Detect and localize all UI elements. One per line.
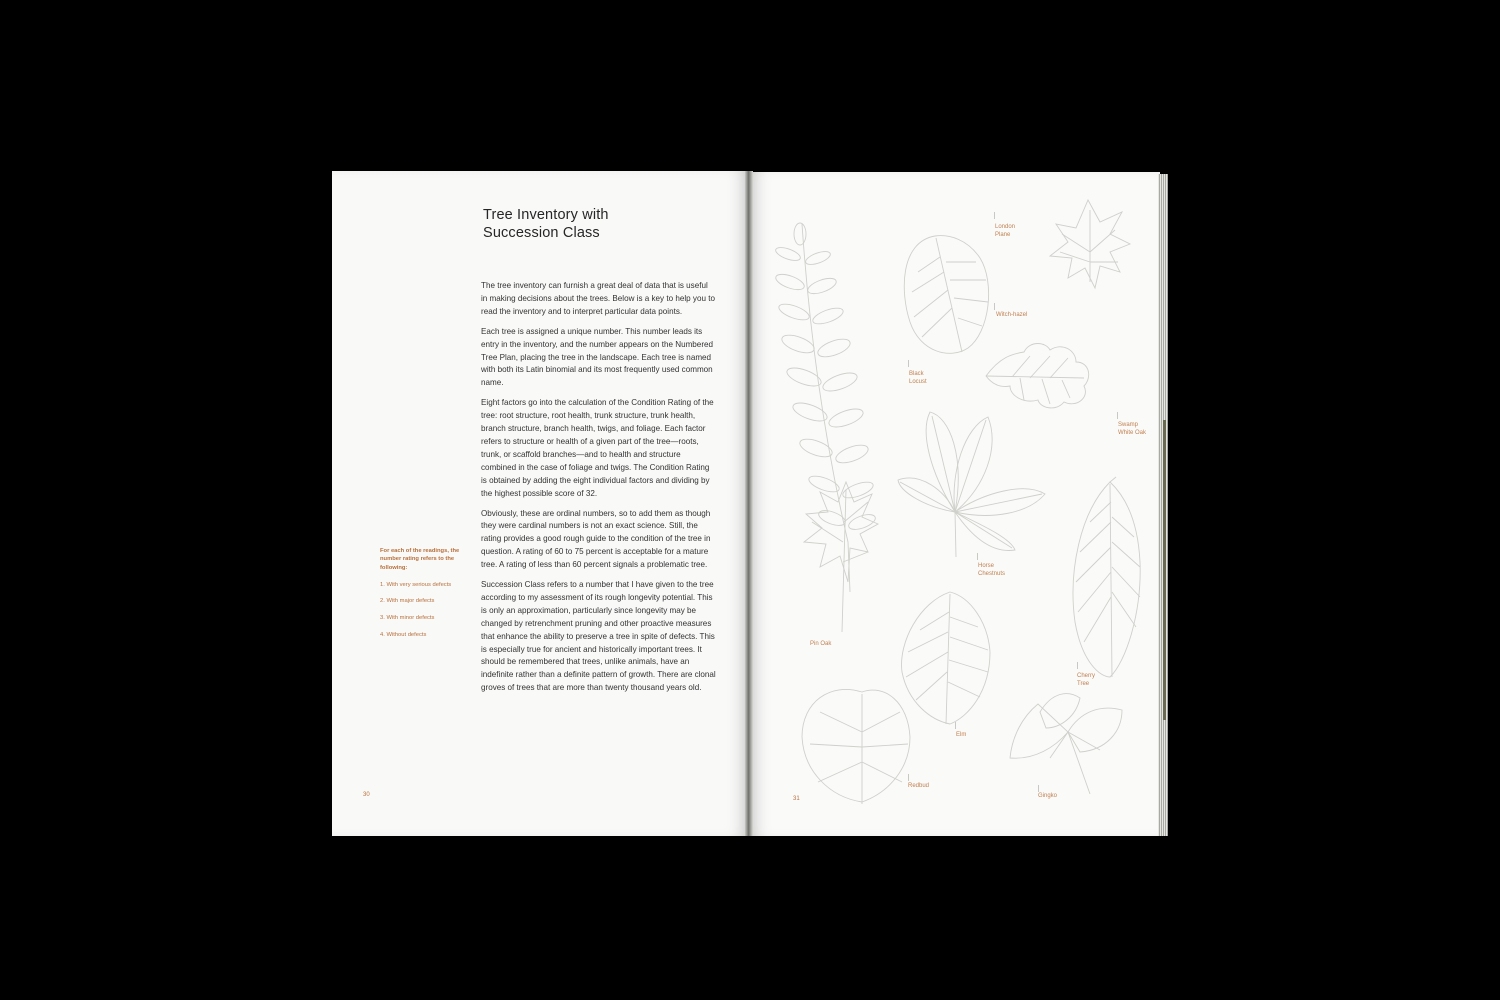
leaf-label-pin-oak: Pin Oak — [810, 641, 832, 647]
leaf-label-horse-chestnuts: Horse Chestnuts — [978, 563, 1006, 577]
paragraph: Each tree is assigned a unique number. This number leads its entry in the inventory, and the number appears on the Numbered Tree Plan, placing the tree in the landscape. Each tree is named with both its Latin binomial and its most frequently used common name. — [481, 326, 714, 388]
elm-leaf-illustration — [902, 592, 990, 724]
page-number-left: 30 — [363, 792, 370, 798]
label-tick — [994, 303, 995, 310]
label-tick — [977, 553, 978, 560]
black-locust-leaf-illustration — [774, 223, 877, 592]
label-tick — [955, 722, 956, 729]
paragraph: Obviously, these are ordinal numbers, so to add them as though they were cardinal numbers is not an exact science. Still, the rating provides a good rough guide to the condition of the tree in question. A rating of 60 to 75 percent is acceptable for a mature tree. A rating of less than 60 percent signals a problematic tree. — [481, 508, 711, 570]
paragraph: Succession Class refers to a number that I have given to the tree according to my assessment of its rough longevity potential. This is only an approximation, particularly since longevity may be changed by retrenchment pruning and other proactive measures that enhance the ability to preserve a tree in spite of defects. This is especially true for ancient and historically important trees. It should be remembered that trees, unlike animals, have an indefinite rather than a definite pattern of growth. There are clonal groves of trees that are more than twenty thousand years old. — [481, 580, 716, 693]
leaf-label-elm: Elm — [956, 732, 967, 738]
label-tick — [908, 360, 909, 367]
pin-oak-leaf-illustration — [804, 482, 878, 632]
leaf-label-swamp-white-oak: Swamp White Oak — [1118, 422, 1147, 436]
redbud-leaf-illustration — [802, 689, 910, 804]
cherry-tree-leaf-illustration — [1073, 477, 1140, 677]
leaf-label-witch-hazel: Witch-hazel — [996, 312, 1028, 318]
page-title: Tree Inventory with Succession Class — [483, 207, 609, 241]
rating-key-sidenote — [380, 547, 470, 647]
gingko-leaf-illustration — [1010, 694, 1122, 794]
page-number-right: 31 — [793, 796, 800, 802]
rating-key-item: 1. With very serious defects — [380, 581, 452, 588]
edge-band — [1163, 420, 1166, 720]
paragraph: The tree inventory can furnish a great deal of data that is useful in making decisions about the trees. Below is a key to help you to read the inventory and to interpret particular data points. — [481, 281, 715, 316]
label-tick — [994, 212, 995, 219]
body-text — [478, 280, 716, 702]
label-tick — [1117, 412, 1118, 419]
leaf-label-gingko: Gingko — [1038, 793, 1058, 799]
label-tick — [1038, 785, 1039, 792]
label-tick — [908, 774, 909, 781]
witch-hazel-leaf-illustration — [904, 236, 988, 354]
leaf-illustrations — [750, 172, 1160, 836]
rating-key-item: 2. With major defects — [380, 598, 435, 605]
leaf-label-black-locust: Black Locust — [909, 371, 927, 385]
rating-key-item: 3. With minor defects — [380, 615, 435, 622]
london-plane-leaf-illustration — [1050, 200, 1130, 288]
rating-key-item: 4. Without defects — [380, 631, 427, 638]
swamp-white-oak-leaf-illustration — [986, 344, 1089, 408]
sidenote-intro: For each of the readings, the number rating refers to the following: — [380, 548, 460, 571]
leaf-label-london-plane: London Plane — [995, 224, 1016, 238]
horse-chestnut-leaf-illustration — [898, 412, 1045, 557]
leaf-label-cherry-tree: Cherry Tree — [1077, 673, 1096, 687]
paragraph: Eight factors go into the calculation of the Condition Rating of the tree: root structure, root health, trunk structure, trunk health, branch structure, branch health, twigs, and foliage. Each factor refers to structure or health of a given part of the tree—roots, trunk, or scaffold branches—and to health and structure combined in the case of foliage and twigs. The Condition Rating is obtained by adding the eight individual factors and dividing by the highest possible score of 32. — [481, 398, 714, 498]
leaf-label-redbud: Redbud — [908, 783, 930, 789]
label-tick — [1077, 662, 1078, 669]
